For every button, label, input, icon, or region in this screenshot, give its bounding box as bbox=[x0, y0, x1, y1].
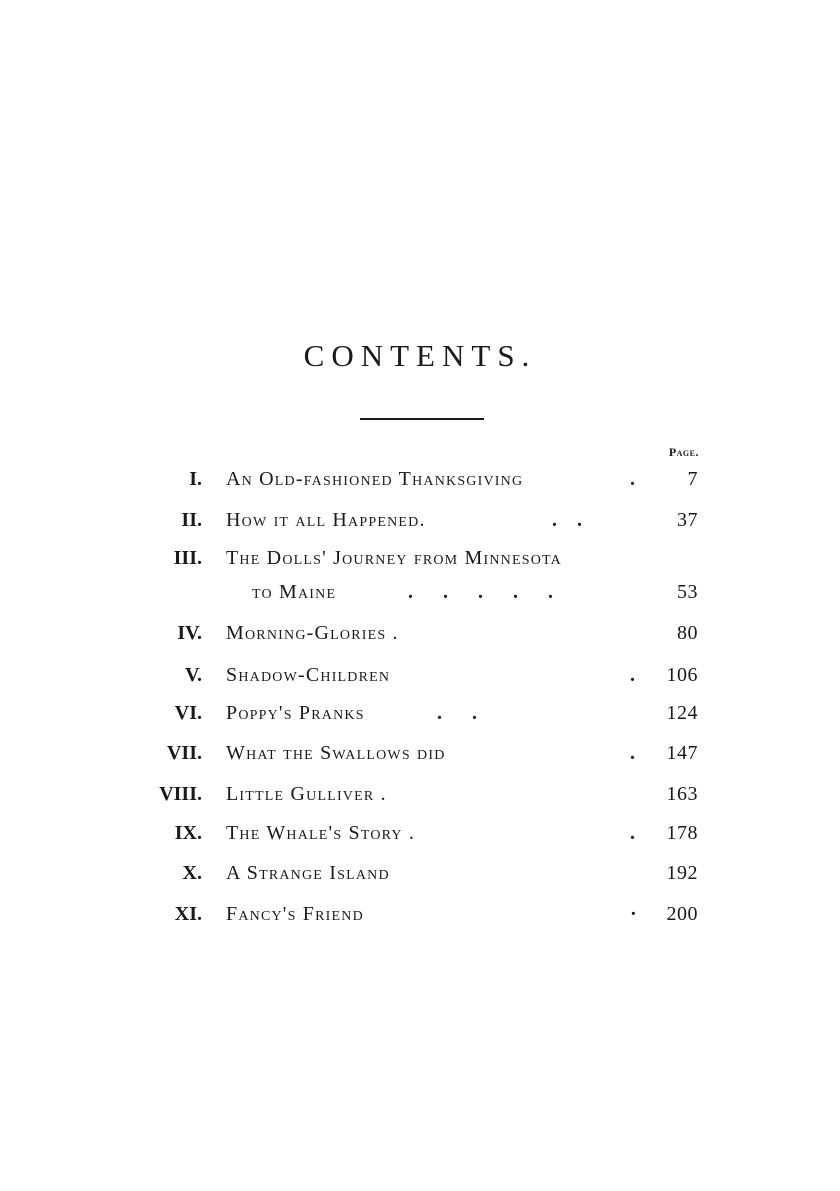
toc-entry-8 bbox=[0, 779, 840, 809]
page-number: 53 bbox=[677, 581, 698, 603]
page-number: 178 bbox=[666, 822, 698, 844]
toc-entry-11 bbox=[0, 899, 840, 929]
chapter-numeral: IX. bbox=[174, 822, 202, 844]
chapter-title-continuation: to Maine bbox=[252, 581, 337, 603]
page-number: 37 bbox=[677, 509, 698, 531]
page-number: 124 bbox=[666, 702, 698, 724]
chapter-title: How it all Happened. bbox=[226, 509, 426, 531]
chapter-title: The Dolls' Journey from Minnesota bbox=[226, 547, 562, 569]
chapter-numeral: VI. bbox=[174, 702, 202, 724]
chapter-title: The Whale's Story . bbox=[226, 822, 416, 844]
chapter-numeral: V. bbox=[185, 664, 202, 686]
page-number: 7 bbox=[687, 468, 698, 490]
toc-entry-9 bbox=[0, 818, 840, 848]
chapter-title: An Old-fashioned Thanksgiving bbox=[226, 468, 524, 490]
chapter-numeral: VIII. bbox=[159, 783, 202, 805]
dot-leader: . . bbox=[437, 702, 477, 724]
page-title: CONTENTS. bbox=[303, 338, 537, 373]
page-number: 147 bbox=[666, 742, 698, 764]
toc-entry-5 bbox=[0, 660, 840, 690]
chapter-numeral: III. bbox=[173, 547, 202, 569]
chapter-numeral: I. bbox=[189, 468, 202, 490]
dot-leader: . . bbox=[552, 509, 582, 531]
toc-entry-3-continuation bbox=[0, 577, 840, 607]
chapter-title: Little Gulliver . bbox=[226, 783, 387, 805]
dot-leader: . bbox=[630, 742, 635, 764]
dot-leader: . bbox=[630, 822, 635, 844]
chapter-numeral: II. bbox=[181, 509, 202, 531]
chapter-numeral: XI. bbox=[174, 903, 202, 925]
toc-entry-7 bbox=[0, 738, 840, 768]
page-number: 106 bbox=[666, 664, 698, 686]
page-number: 192 bbox=[666, 862, 698, 884]
dot-leader: . bbox=[630, 468, 635, 490]
toc-entry-1 bbox=[0, 464, 840, 494]
chapter-title: Poppy's Pranks bbox=[226, 702, 365, 724]
toc-entry-10 bbox=[0, 858, 840, 888]
toc-entry-2 bbox=[0, 505, 840, 535]
chapter-title: Fancy's Friend bbox=[226, 903, 364, 925]
dot-leader: . . . . . bbox=[408, 581, 553, 603]
chapter-title: Shadow-Children bbox=[226, 664, 391, 686]
toc-entry-4 bbox=[0, 618, 840, 648]
chapter-title: A Strange Island bbox=[226, 862, 390, 884]
chapter-numeral: VII. bbox=[166, 742, 202, 764]
toc-entry-6 bbox=[0, 698, 840, 728]
dot-leader: . bbox=[630, 664, 635, 686]
chapter-title: Morning-Glories . bbox=[226, 622, 399, 644]
chapter-numeral: X. bbox=[182, 862, 202, 884]
page-number: 200 bbox=[666, 903, 698, 925]
toc-entry-3 bbox=[0, 543, 840, 573]
dot-leader: · bbox=[630, 903, 637, 925]
page-number: 80 bbox=[677, 622, 698, 644]
chapter-title: What the Swallows did bbox=[226, 742, 446, 764]
page-column-header: Page. bbox=[668, 445, 699, 459]
chapter-numeral: IV. bbox=[177, 622, 202, 644]
page-number: 163 bbox=[666, 783, 698, 805]
